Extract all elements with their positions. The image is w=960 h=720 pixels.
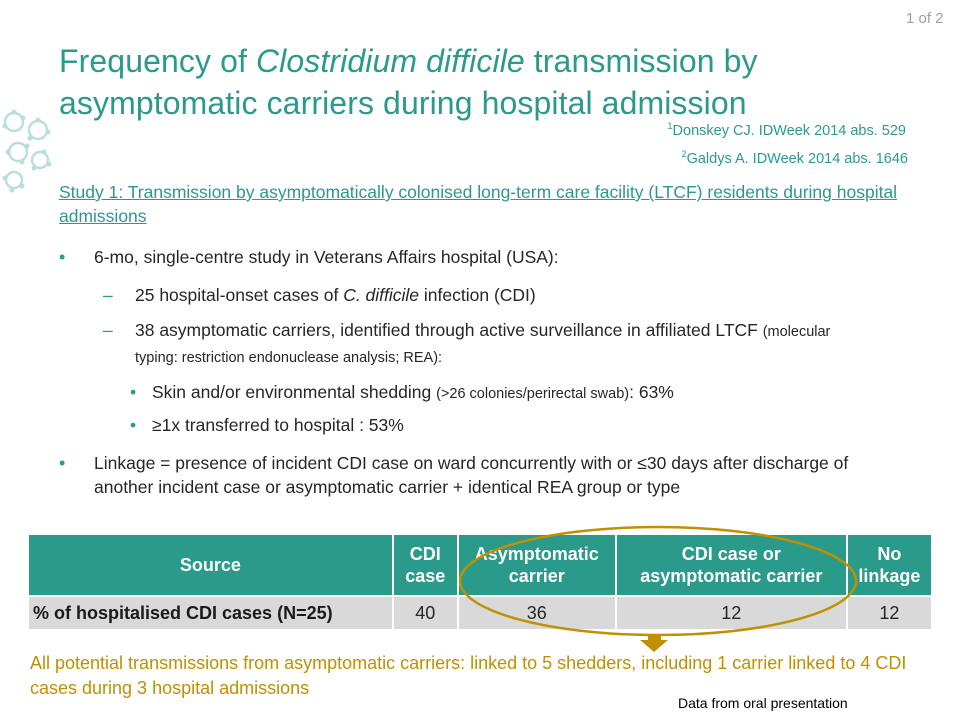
bullet-dot: • — [59, 247, 66, 267]
subbullet-cdi-italic: C. difficile — [343, 285, 420, 305]
table-header-cdi-or-carrier: CDI case or asymptomatic carrier — [616, 534, 847, 596]
title-italic: Clostridium difficile — [255, 43, 525, 79]
reference-1 — [668, 121, 906, 139]
subbullet-cdi-cases — [103, 283, 536, 307]
table-cell-asymptomatic-carrier: 36 — [458, 596, 616, 630]
subbullet-carriers-main: 38 asymptomatic carriers, identified through active surveillance in affiliated LTCF — [135, 320, 763, 340]
bullet-dot: • — [130, 415, 137, 435]
bullet-study-design — [59, 245, 559, 269]
table-cell-cdi-or-carrier: 12 — [616, 596, 847, 630]
bullet-dash: – — [103, 285, 113, 305]
subsubbullet-shedding-text — [152, 380, 674, 406]
subbullet-carriers-small: (molecular typing: restriction endonuclease analysis; REA): — [135, 324, 831, 366]
subsubbullet-shedding — [130, 380, 674, 406]
reference-2-sup: 2 — [681, 149, 687, 159]
subsubbullet-transferred-text: ≥1x transferred to hospital : 53% — [152, 415, 404, 435]
bullet-dash: – — [103, 320, 113, 340]
study-heading: Study 1: Transmission by asymptomatically colonised long-term care facility (LTCF) residents during hospital admissions — [59, 182, 898, 226]
transmission-table — [27, 533, 933, 631]
subbullet-carriers-text — [135, 318, 863, 370]
page-indicator: 1 of 2 — [906, 10, 944, 27]
footnote: Data from oral presentation — [678, 695, 848, 711]
title-part1: Frequency of — [59, 43, 256, 79]
shedding-main: Skin and/or environmental shedding — [152, 382, 437, 402]
conclusion-text: All potential transmissions from asymptomatic carriers: linked to 5 shedders, including 1 carrier linked to 4 CDI cases during 3 hospital admissions — [30, 653, 907, 698]
bullet-linkage-text: Linkage = presence of incident CDI case on ward concurrently with or ≤30 days after discharge of another incident case or asymptomatic carrier + identical REA group or type — [94, 453, 849, 497]
table-header-source: Source — [28, 534, 393, 596]
down-arrow-icon — [640, 634, 668, 652]
shedding-end: : 63% — [629, 382, 674, 402]
bullet-study-design-text: 6-mo, single-centre study in Veterans Affairs hospital (USA): — [94, 247, 559, 267]
reference-2 — [682, 149, 908, 167]
reference-1-text: Donskey CJ. IDWeek 2014 abs. 529 — [672, 122, 906, 139]
table-row-label: % of hospitalised CDI cases (N=25) — [28, 596, 393, 630]
reference-2-text: Galdys A. IDWeek 2014 abs. 1646 — [686, 150, 908, 167]
table-cell-no-linkage: 12 — [847, 596, 932, 630]
shedding-small: (>26 colonies/perirectal swab) — [436, 386, 630, 402]
subbullet-cdi-pre: 25 hospital-onset cases of — [135, 285, 344, 305]
table-cell-cdi-case: 40 — [393, 596, 458, 630]
table-header-cdi-case: CDI case — [393, 534, 458, 596]
reference-1-sup: 1 — [667, 121, 673, 131]
subbullet-cdi-post: infection (CDI) — [419, 285, 536, 305]
subbullet-carriers — [103, 318, 863, 370]
subsubbullet-transferred — [130, 413, 404, 437]
molecule-decoration-icon — [0, 108, 58, 198]
table-row — [28, 596, 932, 630]
table-header-row — [28, 534, 932, 596]
table-header-no-linkage: No linkage — [847, 534, 932, 596]
bullet-dot: • — [130, 382, 137, 402]
subbullet-cdi-cases-text — [135, 283, 536, 307]
slide-title — [59, 40, 939, 124]
table-header-asymptomatic-carrier: Asymptomatic carrier — [458, 534, 616, 596]
title-part2: transmission by asymptomatic carriers during hospital admission — [59, 43, 758, 121]
bullet-linkage — [59, 451, 899, 499]
bullet-dot: • — [59, 453, 66, 473]
